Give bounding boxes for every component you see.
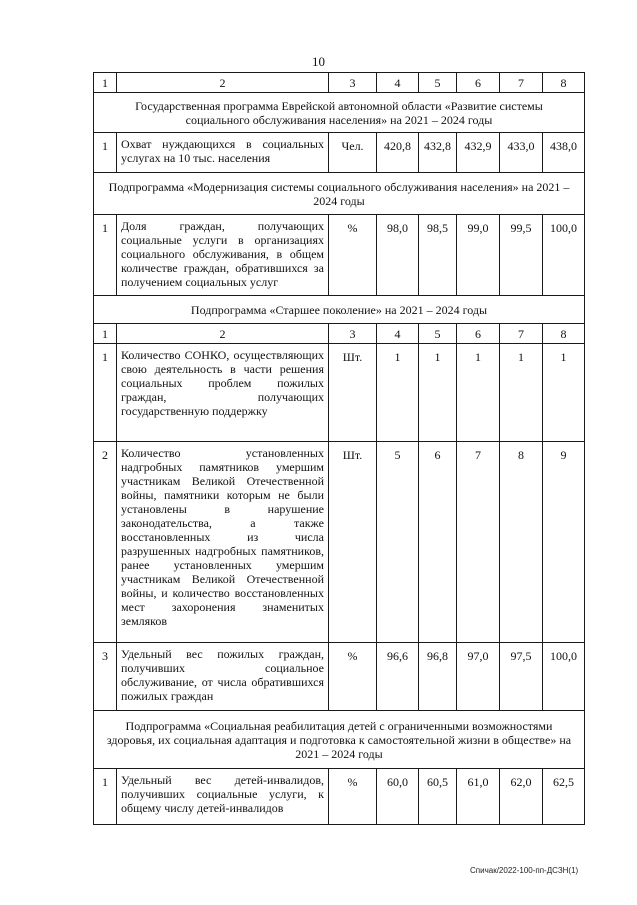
value-cell: 96,8: [419, 643, 457, 711]
column-header-row: [94, 73, 585, 93]
value-cell: 100,0: [543, 643, 585, 711]
column-header: 6: [457, 324, 500, 344]
section-title: Подпрограмма «Старшее поколение» на 2021 – 2024 годы: [94, 296, 585, 324]
unit: %: [329, 215, 377, 296]
column-header: 8: [543, 73, 585, 93]
column-header: 4: [377, 324, 419, 344]
value-cell: 1: [543, 344, 585, 442]
column-header: 8: [543, 324, 585, 344]
section-title: Подпрограмма «Социальная реабилитация детей с ограниченными возможностями здоровья, их социальная адаптация и подготовка к самостоятельной жизни в обществе» на 2021 – 2024 годы: [94, 711, 585, 769]
column-header: 1: [94, 324, 117, 344]
column-header-row: [94, 324, 585, 344]
section-title: Государственная программа Еврейской автономной области «Развитие системы социального обслуживания населения» на 2021 – 2024 годы: [94, 93, 585, 133]
table-row: [94, 133, 585, 173]
row-number: 3: [94, 643, 117, 711]
value-cell: 9: [543, 442, 585, 643]
table-row: [94, 344, 585, 442]
indicator-name: Доля граждан, получающих социальные услуги в организациях социального обслуживания, в общем количестве граждан, обратившихся за получением социальных услуг: [117, 215, 329, 296]
row-number: 1: [94, 344, 117, 442]
column-header: 7: [500, 73, 543, 93]
value-cell: 60,0: [377, 769, 419, 825]
value-cell: 433,0: [500, 133, 543, 173]
row-number: 1: [94, 215, 117, 296]
section-title-row: [94, 296, 585, 324]
column-header: 5: [419, 73, 457, 93]
indicator-name: Удельный вес детей-инвалидов, получивших социальные услуги, к общему числу детей-инвалидов: [117, 769, 329, 825]
table-row: [94, 215, 585, 296]
indicators-table: [93, 72, 585, 825]
unit: %: [329, 769, 377, 825]
column-header: 2: [117, 324, 329, 344]
column-header: 3: [329, 73, 377, 93]
value-cell: 432,8: [419, 133, 457, 173]
value-cell: 98,5: [419, 215, 457, 296]
value-cell: 62,0: [500, 769, 543, 825]
unit: Шт.: [329, 344, 377, 442]
section-title-row: [94, 173, 585, 215]
value-cell: 1: [500, 344, 543, 442]
column-header: 5: [419, 324, 457, 344]
value-cell: 6: [419, 442, 457, 643]
document-footer-code: Спичак/2022-100-пп-ДСЗН(1): [470, 866, 579, 875]
value-cell: 432,9: [457, 133, 500, 173]
value-cell: 99,5: [500, 215, 543, 296]
value-cell: 1: [377, 344, 419, 442]
column-header: 2: [117, 73, 329, 93]
table-row: [94, 643, 585, 711]
section-title: Подпрограмма «Модернизация системы социального обслуживания населения» на 2021 – 2024 годы: [94, 173, 585, 215]
value-cell: 1: [419, 344, 457, 442]
indicator-name: Количество установленных надгробных памятников умершим участникам Великой Отечественной войны, памятники которым не были установлены в нарушение законодательства, а также восстановленных из числа разрушенных надгробных памятников, ранее установленных умершим участникам Великой Отечественной войны, и количество восстановленных мест захоронения знаменитых земляков: [117, 442, 329, 643]
column-header: 7: [500, 324, 543, 344]
value-cell: 8: [500, 442, 543, 643]
row-number: 2: [94, 442, 117, 643]
unit: Чел.: [329, 133, 377, 173]
indicator-name: Удельный вес пожилых граждан, получивших социальное обслуживание, от числа обратившихся пожилых граждан: [117, 643, 329, 711]
column-header: 4: [377, 73, 419, 93]
value-cell: 98,0: [377, 215, 419, 296]
value-cell: 438,0: [543, 133, 585, 173]
value-cell: 420,8: [377, 133, 419, 173]
value-cell: 7: [457, 442, 500, 643]
value-cell: 97,5: [500, 643, 543, 711]
row-number: 1: [94, 133, 117, 173]
value-cell: 5: [377, 442, 419, 643]
indicator-name: Охват нуждающихся в социальных услугах на 10 тыс. населения: [117, 133, 329, 173]
value-cell: 1: [457, 344, 500, 442]
value-cell: 61,0: [457, 769, 500, 825]
column-header: 6: [457, 73, 500, 93]
unit: Шт.: [329, 442, 377, 643]
value-cell: 99,0: [457, 215, 500, 296]
table-row: [94, 442, 585, 643]
section-title-row: [94, 93, 585, 133]
value-cell: 62,5: [543, 769, 585, 825]
column-header: 1: [94, 73, 117, 93]
indicator-name: Количество СОНКО, осуществляющих свою деятельность в части решения социальных проблем пожилых граждан, получающих государственную поддержку: [117, 344, 329, 442]
page-number: 10: [312, 54, 325, 69]
value-cell: 97,0: [457, 643, 500, 711]
row-number: 1: [94, 769, 117, 825]
table-row: [94, 769, 585, 825]
section-title-row: [94, 711, 585, 769]
value-cell: 100,0: [543, 215, 585, 296]
unit: %: [329, 643, 377, 711]
value-cell: 96,6: [377, 643, 419, 711]
column-header: 3: [329, 324, 377, 344]
value-cell: 60,5: [419, 769, 457, 825]
